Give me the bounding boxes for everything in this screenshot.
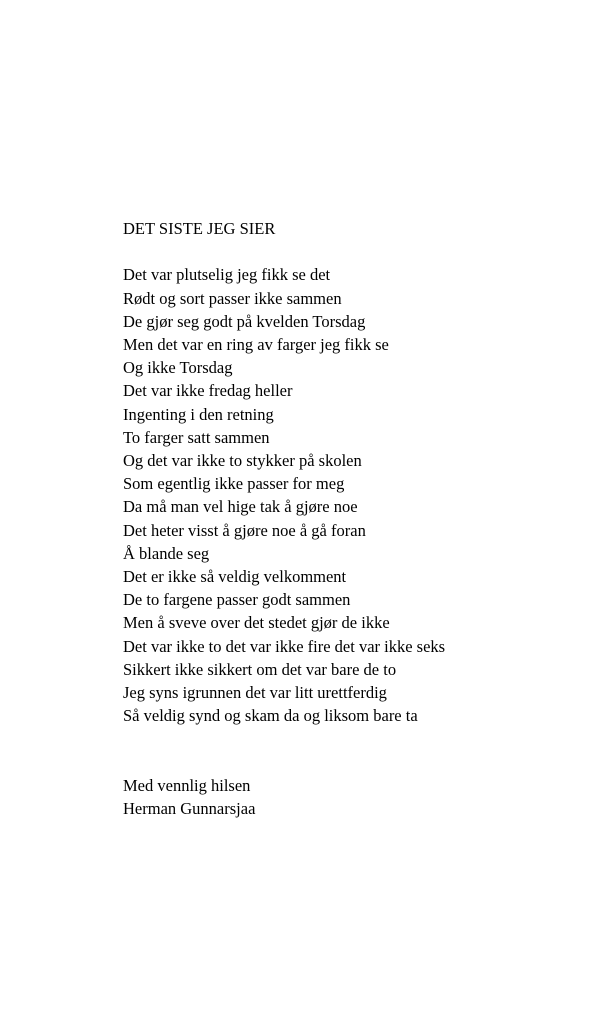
poem-body [123,263,563,727]
poem-line: De gjør seg godt på kvelden Torsdag [123,311,366,331]
poem-line: Det er ikke så veldig velkomment [123,567,347,587]
poem-line: Og ikke Torsdag [123,358,233,378]
author-name: Herman Gunnarsjaa [123,799,256,819]
poem-line: Jeg syns igrunnen det var litt urettferdig [123,683,387,703]
poem-line: Rødt og sort passer ikke sammen [123,288,342,308]
poem-line: Det var ikke fredag heller [123,381,293,401]
poem-line: Det var ikke to det var ikke fire det var ikke seks [123,636,446,656]
poem-line: Men det var en ring av farger jeg fikk se [123,335,389,354]
poem-line: Som egentlig ikke passer for meg [123,474,345,494]
poem-line: Så veldig synd og skam da og liksom bare ta [123,706,418,726]
poem-line: Da må man vel hige tak å gjøre noe [123,497,358,517]
document-content [123,217,563,820]
poem-line: Ingenting i den retning [123,404,274,424]
poem-line: Men å sveve over det stedet gjør de ikke [123,613,390,633]
poem-line: To farger satt sammen [123,427,270,447]
poem-title: DET SISTE JEG SIER [123,219,276,238]
closing-salutation: Med vennlig hilsen [123,775,251,795]
poem-line: Det heter visst å gjøre noe å gå foran [123,520,366,540]
poem-line: Å blande seg [123,543,210,563]
poem-line: Og det var ikke to stykker på skolen [123,451,362,471]
poem-line: Sikkert ikke sikkert om det var bare de to [123,659,397,679]
poem-line: Det var plutselig jeg fikk se det [123,265,331,285]
poem-line: De to fargene passer godt sammen [123,590,351,610]
signature-block [123,774,563,820]
